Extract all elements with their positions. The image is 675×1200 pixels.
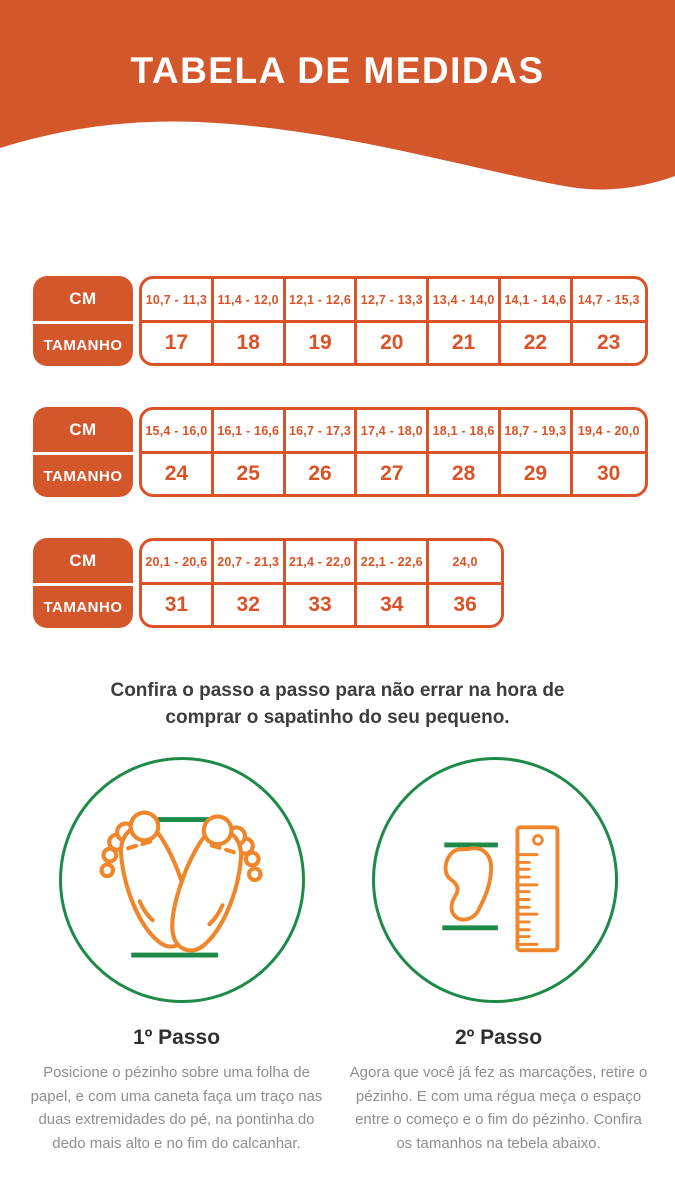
footprint-and-ruler-icon (375, 760, 615, 1000)
size-cell: 26 (286, 454, 358, 494)
size-cell: 20 (357, 323, 429, 363)
size-cell: 19 (286, 323, 358, 363)
step1-description: Posicione o pézinho sobre uma folha de papel, e com uma caneta faça um traço nas duas extremidades do pé, na pontinha do dedo mais alto e no fim do calcanhar. (30, 1064, 323, 1153)
cm-range-cell: 12,7 - 13,3 (357, 279, 429, 323)
size-tables (33, 276, 648, 669)
size-table (33, 538, 648, 628)
row-label-box (33, 538, 133, 628)
step1-column (16, 1026, 338, 1156)
cm-range-cell: 20,7 - 21,3 (214, 541, 286, 585)
size-cell: 36 (453, 593, 477, 616)
row-label-box (33, 276, 133, 366)
size-cell: 34 (357, 585, 429, 625)
cm-range-cell: 13,4 - 14,0 (429, 279, 501, 323)
step2-circle (372, 757, 618, 1003)
table-body (139, 276, 648, 366)
cm-range-cell: 20,1 - 20,6 (142, 541, 214, 585)
step1-title: 1º Passo (132, 1026, 221, 1049)
intro-text (0, 678, 675, 732)
cm-row-label: CM (69, 288, 97, 308)
size-row-label: TAMANHO (43, 336, 123, 354)
cm-range-cell: 18,7 - 19,3 (501, 410, 573, 454)
cm-range-cell: 15,4 - 16,0 (142, 410, 214, 454)
size-cell: 24 (142, 454, 214, 494)
row-label-box (33, 407, 133, 497)
cm-row-label: CM (69, 419, 97, 439)
cm-range-cell: 22,1 - 22,6 (357, 541, 429, 585)
size-cell: 17 (142, 323, 214, 363)
cm-row-label: CM (69, 550, 97, 570)
baby-feet-outline-icon (62, 760, 302, 1000)
size-table (33, 407, 648, 497)
cm-range-cell: 10,7 - 11,3 (142, 279, 214, 323)
header-wave-shape (0, 0, 675, 190)
size-table (33, 276, 648, 366)
cm-range-cell: 16,7 - 17,3 (286, 410, 358, 454)
cm-range-cell: 24,0 (429, 541, 501, 585)
size-cell: 21 (429, 323, 501, 363)
cm-range-cell: 14,1 - 14,6 (501, 279, 573, 323)
cm-range-cell: 16,1 - 16,6 (214, 410, 286, 454)
size-cell: 29 (501, 454, 573, 494)
size-cell: 18 (214, 323, 286, 363)
page-title: TABELA DE MEDIDAS (130, 50, 545, 91)
cm-range-cell: 19,4 - 20,0 (573, 410, 645, 454)
cm-range-cell: 18,1 - 18,6 (429, 410, 501, 454)
size-cell: 28 (429, 454, 501, 494)
header-banner (0, 0, 675, 190)
step2-description: Agora que você já fez as marcações, retire o pézinho. E com uma régua meça o espaço entre o começo e o fim do pézinho. Confira os tamanhos na tebela abaixo. (349, 1064, 648, 1153)
intro-text-content: Confira o passo a passo para não errar na hora de comprar o sapatinho do seu pequeno. (110, 680, 565, 728)
size-row-label: TAMANHO (43, 598, 123, 616)
size-cell: 22 (501, 323, 573, 363)
step2-column (338, 1026, 660, 1156)
cm-range-cell: 17,4 - 18,0 (357, 410, 429, 454)
table-body (139, 538, 504, 628)
step1-circle (59, 757, 305, 1003)
size-cell: 25 (214, 454, 286, 494)
step2-title: 2º Passo (454, 1026, 543, 1049)
size-cell: 30 (597, 462, 621, 485)
size-cell: 23 (597, 331, 621, 354)
size-cell: 33 (286, 585, 358, 625)
cm-range-cell: 21,4 - 22,0 (286, 541, 358, 585)
cm-range-cell: 14,7 - 15,3 (573, 279, 645, 323)
cm-range-cell: 12,1 - 12,6 (286, 279, 358, 323)
size-cell: 32 (214, 585, 286, 625)
steps-section (0, 1026, 675, 1156)
size-row-label: TAMANHO (43, 467, 123, 485)
size-cell: 27 (357, 454, 429, 494)
cm-range-cell: 11,4 - 12,0 (214, 279, 286, 323)
size-cell: 31 (142, 585, 214, 625)
table-body (139, 407, 648, 497)
